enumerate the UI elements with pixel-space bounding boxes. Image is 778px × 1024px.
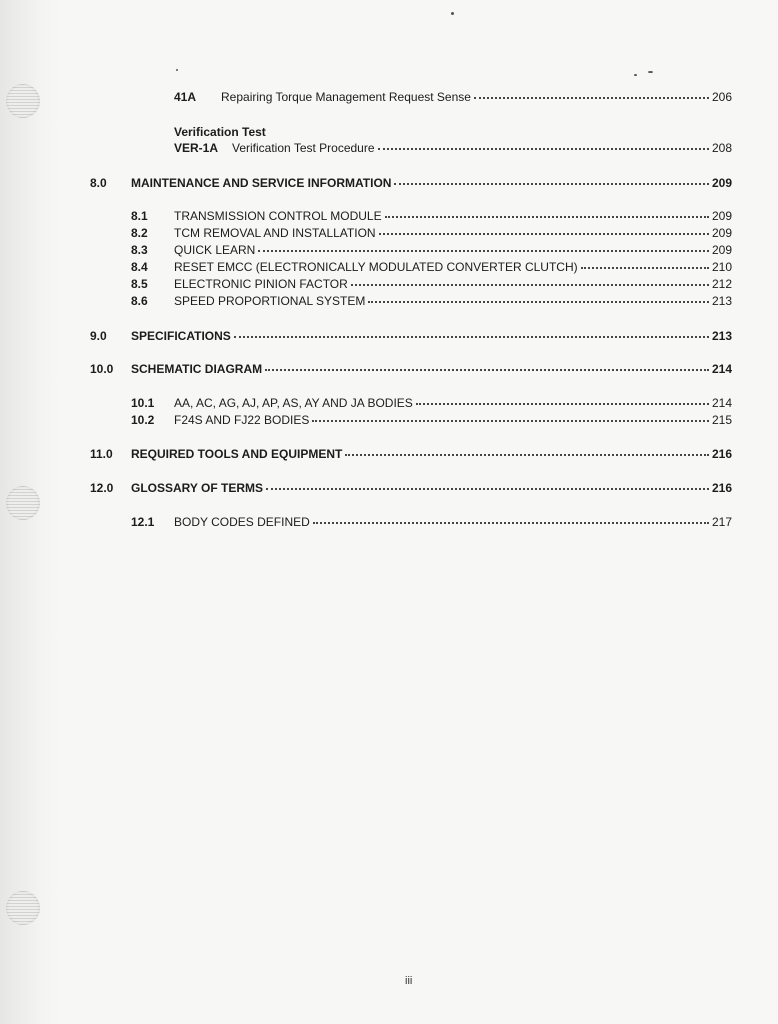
entry-page: 209 bbox=[711, 243, 732, 257]
section-page: 216 bbox=[711, 481, 732, 495]
leader-dots bbox=[394, 182, 709, 185]
leader-dots bbox=[345, 453, 709, 456]
entry-page: 210 bbox=[711, 260, 732, 274]
entry-number: 41A bbox=[174, 90, 197, 104]
toc-entry-8-2 bbox=[131, 226, 732, 240]
leader-dots bbox=[368, 300, 709, 303]
toc-entry-8-4 bbox=[131, 260, 732, 274]
leader-dots bbox=[379, 232, 709, 235]
entry-number: 8.4 bbox=[131, 260, 148, 274]
entry-title: Repairing Torque Management Request Sense bbox=[221, 90, 471, 104]
scan-speck bbox=[648, 71, 653, 73]
entry-page: 206 bbox=[711, 90, 732, 104]
section-number: 10.0 bbox=[90, 362, 114, 376]
leader-dots bbox=[474, 96, 709, 99]
section-number: 12.0 bbox=[90, 481, 114, 495]
entry-number: 8.2 bbox=[131, 226, 148, 240]
entry-page: 217 bbox=[711, 515, 732, 529]
section-page: 213 bbox=[711, 329, 732, 343]
leader-dots bbox=[416, 402, 709, 405]
entry-page: 212 bbox=[711, 277, 732, 291]
entry-page: 209 bbox=[711, 209, 732, 223]
toc-section-8 bbox=[90, 176, 732, 190]
toc-entry-ver-1a bbox=[174, 141, 732, 155]
toc-section-9 bbox=[90, 329, 732, 343]
section-number: 11.0 bbox=[90, 447, 113, 461]
section-title: SCHEMATIC DIAGRAM bbox=[131, 362, 263, 376]
section-title: MAINTENANCE AND SERVICE INFORMATION bbox=[131, 176, 392, 190]
page-number: iii bbox=[405, 975, 413, 987]
toc-entry-10-1 bbox=[131, 396, 732, 410]
verification-heading: Verification Test bbox=[174, 125, 266, 139]
entry-title: F24S AND FJ22 BODIES bbox=[174, 413, 310, 427]
leader-dots bbox=[258, 249, 709, 252]
leader-dots bbox=[351, 283, 709, 286]
entry-page: 213 bbox=[711, 294, 732, 308]
toc-section-12 bbox=[90, 481, 732, 495]
section-number: 8.0 bbox=[90, 176, 107, 190]
toc-entry-41a bbox=[174, 90, 732, 104]
leader-dots bbox=[313, 521, 709, 524]
leader-dots bbox=[581, 266, 709, 269]
entry-page: 215 bbox=[711, 413, 732, 427]
entry-title: AA, AC, AG, AJ, AP, AS, AY AND JA BODIES bbox=[174, 396, 413, 410]
leader-dots bbox=[312, 419, 709, 422]
entry-title: ELECTRONIC PINION FACTOR bbox=[174, 277, 348, 291]
toc-entry-8-3 bbox=[131, 243, 732, 257]
entry-number: VER-1A bbox=[174, 141, 219, 155]
punch-hole-middle bbox=[6, 486, 40, 520]
entry-title: TRANSMISSION CONTROL MODULE bbox=[174, 209, 382, 223]
toc-section-10 bbox=[90, 362, 732, 376]
toc-entry-10-2 bbox=[131, 413, 732, 427]
scan-speck bbox=[634, 74, 637, 76]
entry-number: 8.6 bbox=[131, 294, 148, 308]
section-title: GLOSSARY OF TERMS bbox=[131, 481, 264, 495]
entry-title: TCM REMOVAL AND INSTALLATION bbox=[174, 226, 376, 240]
section-page: 209 bbox=[711, 176, 732, 190]
entry-number: 8.1 bbox=[131, 209, 148, 223]
scan-speck bbox=[451, 12, 454, 15]
leader-dots bbox=[234, 335, 709, 338]
toc-entry-8-6 bbox=[131, 294, 732, 308]
leader-dots bbox=[266, 487, 709, 490]
section-title: SPECIFICATIONS bbox=[131, 329, 231, 343]
section-number: 9.0 bbox=[90, 329, 107, 343]
entry-number: 10.2 bbox=[131, 413, 155, 427]
toc-entry-8-5 bbox=[131, 277, 732, 291]
toc-entry-12-1 bbox=[131, 515, 732, 529]
entry-page: 208 bbox=[711, 141, 732, 155]
entry-title: SPEED PROPORTIONAL SYSTEM bbox=[174, 294, 366, 308]
entry-number: 10.1 bbox=[131, 396, 155, 410]
entry-title: QUICK LEARN bbox=[174, 243, 256, 257]
scan-speck bbox=[176, 69, 178, 71]
section-page: 216 bbox=[711, 447, 732, 461]
punch-hole-top bbox=[6, 84, 40, 118]
entry-number: 8.5 bbox=[131, 277, 148, 291]
punch-hole-bottom bbox=[6, 891, 40, 925]
entry-title: RESET EMCC (ELECTRONICALLY MODULATED CONVERTER CLUTCH) bbox=[174, 260, 578, 274]
leader-dots bbox=[385, 215, 709, 218]
section-title: REQUIRED TOOLS AND EQUIPMENT bbox=[131, 447, 343, 461]
leader-dots bbox=[378, 147, 709, 150]
entry-title: Verification Test Procedure bbox=[232, 141, 375, 155]
entry-page: 209 bbox=[711, 226, 732, 240]
toc-section-11 bbox=[90, 447, 732, 461]
entry-number: 8.3 bbox=[131, 243, 148, 257]
entry-page: 214 bbox=[711, 396, 732, 410]
entry-title: BODY CODES DEFINED bbox=[174, 515, 310, 529]
section-page: 214 bbox=[711, 362, 732, 376]
leader-dots bbox=[265, 368, 709, 371]
entry-number: 12.1 bbox=[131, 515, 155, 529]
toc-entry-8-1 bbox=[131, 209, 732, 223]
